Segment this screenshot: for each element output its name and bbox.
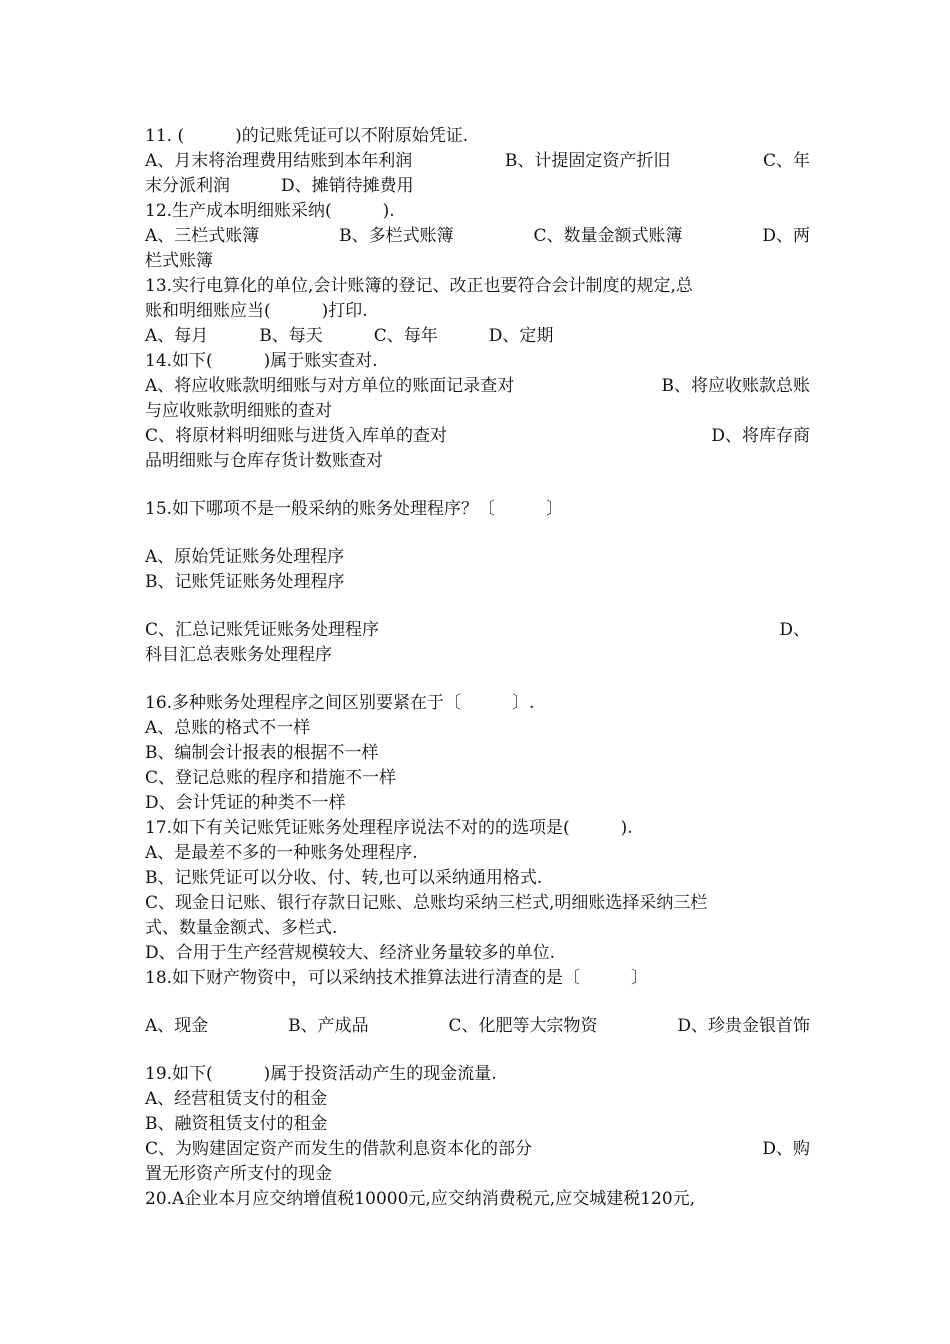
q16-option-d: D、会计凭证的种类不一样 [145, 793, 346, 813]
spacer [145, 1039, 810, 1062]
spacer [145, 474, 810, 497]
q15-option-c: C、汇总记账凭证账务处理程序 [145, 620, 380, 640]
q17-option-a: A、是最差不多的一种账务处理程序. [145, 843, 418, 863]
q14-option-cd-line1 [145, 424, 810, 449]
spacer [145, 522, 810, 545]
q15-option-cd-line1 [145, 618, 810, 643]
q12-options-line2: 栏式账簿 [145, 251, 213, 271]
q19-option-a: A、经营租赁支付的租金 [145, 1089, 328, 1109]
spacer [145, 668, 810, 691]
q17-stem: 17.如下有关记账凭证账务处理程序说法不对的的选项是( ). [145, 818, 633, 838]
q11-option-b: B、计提固定资产折旧 [504, 151, 671, 171]
q16-option-b: B、编制会计报表的根据不一样 [145, 743, 379, 763]
q14-option-b: B、将应收账款总账 [661, 376, 810, 396]
q14-option-a: A、将应收账款明细账与对方单位的账面记录查对 [145, 376, 515, 396]
q12-option-c: C、数量金额式账簿 [533, 226, 683, 246]
q14-option-d-line2: 品明细账与仓库存货计数账查对 [145, 451, 383, 471]
q12-options-line1 [145, 224, 810, 249]
q14-option-b-line2: 与应收账款明细账的查对 [145, 401, 332, 421]
exam-page [145, 124, 810, 1212]
q16-stem: 16.多种账务处理程序之间区别要紧在于〔 〕. [145, 693, 535, 713]
q12-option-d: D、两 [762, 226, 810, 246]
q14-option-c: C、将原材料明细账与进货入库单的查对 [145, 426, 448, 446]
q16-option-a: A、总账的格式不一样 [145, 718, 311, 738]
q19-stem: 19.如下( )属于投资活动产生的现金流量. [145, 1064, 497, 1084]
q19-option-cd-line1 [145, 1137, 810, 1162]
q11-options-line2: 末分派利润 D、摊销待摊费用 [145, 176, 414, 196]
q17-option-c-line1: C、现金日记账、银行存款日记账、总账均采纳三栏式,明细账选择采纳三栏 [145, 893, 708, 913]
q19-option-d-line2: 置无形资产所支付的现金 [145, 1164, 332, 1184]
q18-option-a: A、现金 [145, 1016, 209, 1036]
q18-option-c: C、化肥等大宗物资 [448, 1016, 598, 1036]
q14-option-d: D、将库存商 [711, 426, 810, 446]
q14-option-ab-line1 [145, 374, 810, 399]
q18-option-d: D、珍贵金银首饰 [677, 1016, 810, 1036]
q17-option-c-line2: 式、数量金额式、多栏式. [145, 918, 338, 938]
q17-option-d: D、合用于生产经营规模较大、经济业务量较多的单位. [145, 943, 556, 963]
q12-stem: 12.生产成本明细账采纳( ). [145, 201, 395, 221]
q15-option-d: D、 [779, 620, 810, 640]
q11-option-c: C、年 [762, 151, 810, 171]
q15-option-d-line2: 科目汇总表账务处理程序 [145, 645, 332, 665]
q19-option-d: D、购 [762, 1139, 810, 1159]
q17-option-b: B、记账凭证可以分收、付、转,也可以采纳通用格式. [145, 868, 543, 888]
q18-option-b: B、产成品 [288, 1016, 369, 1036]
spacer [145, 991, 810, 1014]
q11-option-a: A、月末将治理费用结账到本年利润 [145, 151, 413, 171]
q14-stem: 14.如下( )属于账实查对. [145, 351, 378, 371]
spacer [145, 595, 810, 618]
q15-option-b: B、记账凭证账务处理程序 [145, 572, 345, 592]
q20-stem: 20.A企业本月应交纳增值税10000元,应交纳消费税元,应交城建税120元, [145, 1189, 696, 1209]
q13-stem-line2: 账和明细账应当( )打印. [145, 301, 368, 321]
q19-option-c: C、为购建固定资产而发生的借款利息资本化的部分 [145, 1139, 533, 1159]
q11-stem: 11. ( )的记账凭证可以不附原始凭证. [145, 126, 469, 146]
q12-option-b: B、多栏式账簿 [339, 226, 454, 246]
q19-option-b: B、融资租赁支付的租金 [145, 1114, 328, 1134]
q11-options-line1 [145, 149, 810, 174]
q15-stem: 15.如下哪项不是一般采纳的账务处理程序？〔 〕 [145, 499, 564, 519]
q18-stem: 18.如下财产物资中，可以采纳技术推算法进行清查的是〔 〕 [145, 968, 649, 988]
q13-options: A、每月 B、每天 C、每年 D、定期 [145, 326, 554, 346]
q18-options [145, 1014, 810, 1039]
q16-option-c: C、登记总账的程序和措施不一样 [145, 768, 397, 788]
q15-option-a: A、原始凭证账务处理程序 [145, 547, 345, 567]
q13-stem-line1: 13.实行电算化的单位,会计账簿的登记、改正也要符合会计制度的规定,总 [145, 276, 693, 296]
q12-option-a: A、三栏式账簿 [145, 226, 260, 246]
